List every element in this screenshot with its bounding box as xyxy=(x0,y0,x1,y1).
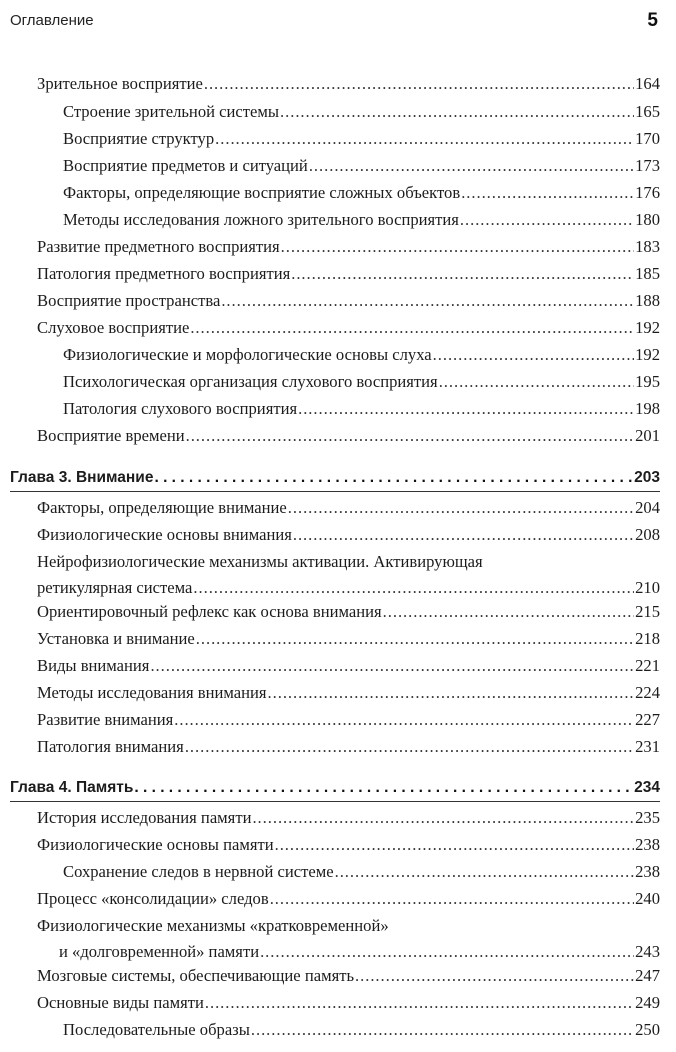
toc-entry[interactable] xyxy=(63,99,660,125)
toc-entry-page: 238 xyxy=(635,835,660,854)
toc-entry-page: 204 xyxy=(635,498,660,517)
toc-entry[interactable] xyxy=(37,963,660,989)
dot-leader xyxy=(205,990,634,1016)
toc-entry-page: 221 xyxy=(635,656,660,675)
toc-entry-page: 180 xyxy=(635,210,660,229)
toc-entry[interactable] xyxy=(63,859,660,885)
toc-entry[interactable] xyxy=(37,913,660,965)
toc-entry[interactable] xyxy=(37,495,660,521)
chapter-divider xyxy=(10,801,660,802)
dot-leader xyxy=(251,1017,634,1043)
toc-entry[interactable] xyxy=(63,1017,660,1043)
dot-leader xyxy=(215,126,634,152)
toc-entry-page: 243 xyxy=(635,942,660,961)
dot-leader xyxy=(433,342,634,368)
toc-entry-page: 195 xyxy=(635,372,660,391)
toc-entry[interactable] xyxy=(37,599,660,625)
toc-entry-page: 165 xyxy=(635,102,660,121)
toc-entry-page: 188 xyxy=(635,291,660,310)
toc-entry-title: Восприятие пространства xyxy=(37,291,221,310)
dot-leader xyxy=(174,707,634,733)
dot-leader xyxy=(335,859,635,885)
dot-leader xyxy=(193,575,634,601)
toc-entry-title: Физиологические основы внимания xyxy=(37,525,292,544)
toc-entry-page: 250 xyxy=(635,1020,660,1039)
dot-leader xyxy=(190,315,634,341)
toc-entry-page: 201 xyxy=(635,426,660,445)
toc-entry-title: Патология внимания xyxy=(37,737,184,756)
toc-entry-title: Строение зрительной системы xyxy=(63,102,280,121)
toc-entry-title: Физиологические и морфологические основы слуха xyxy=(63,345,432,364)
page-number: 5 xyxy=(647,10,658,31)
toc-entry-title: Сохранение следов в нервной системе xyxy=(63,862,334,881)
dot-leader xyxy=(288,495,634,521)
chapter-heading-4[interactable] xyxy=(10,775,660,801)
toc-entry[interactable] xyxy=(37,626,660,652)
toc-entry[interactable] xyxy=(37,315,660,341)
dot-leader xyxy=(298,396,634,422)
toc-entry[interactable] xyxy=(63,153,660,179)
toc-entry-title: Слуховое восприятие xyxy=(37,318,190,337)
dot-leader xyxy=(134,775,633,801)
dot-leader xyxy=(281,234,634,260)
toc-entry-page: 247 xyxy=(635,966,660,985)
toc-entry-title: Методы исследования ложного зрительного восприятия xyxy=(63,210,459,229)
dot-leader xyxy=(185,734,634,760)
chapter-title: Глава 3. Внимание xyxy=(10,469,154,486)
toc-entry-page: 170 xyxy=(635,129,660,148)
toc-entry-page: 235 xyxy=(635,808,660,827)
dot-leader xyxy=(270,886,634,912)
page-header xyxy=(10,10,658,34)
toc-entry-title: Развитие внимания xyxy=(37,710,174,729)
toc-entry-page: 173 xyxy=(635,156,660,175)
chapter-divider xyxy=(10,491,660,492)
toc-entry-page: 224 xyxy=(635,683,660,702)
dot-leader xyxy=(268,680,635,706)
toc-entry[interactable] xyxy=(63,180,660,206)
toc-entry[interactable] xyxy=(37,71,660,97)
toc-entry-title-line1: Физиологические механизмы «кратковременной» xyxy=(37,916,389,935)
toc-entry-title: Восприятие структур xyxy=(63,129,215,148)
dot-leader xyxy=(221,288,634,314)
dot-leader xyxy=(280,99,634,125)
dot-leader xyxy=(150,653,634,679)
toc-entry-page: 208 xyxy=(635,525,660,544)
toc-entry[interactable] xyxy=(37,805,660,831)
dot-leader xyxy=(275,832,635,858)
toc-entry[interactable] xyxy=(37,886,660,912)
dot-leader xyxy=(293,522,634,548)
toc-entry-title: Последовательные образы xyxy=(63,1020,250,1039)
toc-entry[interactable] xyxy=(37,423,660,449)
toc-entry-title: Физиологические основы памяти xyxy=(37,835,274,854)
dot-leader xyxy=(291,261,634,287)
toc-entry-title: Факторы, определяющие внимание xyxy=(37,498,287,517)
toc-entry[interactable] xyxy=(63,207,660,233)
chapter-page: 234 xyxy=(634,779,660,796)
toc-entry-page: 185 xyxy=(635,264,660,283)
toc-entry-title: История исследования памяти xyxy=(37,808,252,827)
dot-leader xyxy=(461,180,634,206)
toc-entry[interactable] xyxy=(63,126,660,152)
toc-entry-title-line2: и «долговременной» памяти xyxy=(59,942,260,961)
toc-entry-page: 240 xyxy=(635,889,660,908)
chapter-page: 203 xyxy=(634,469,660,486)
toc-entry-page: 238 xyxy=(635,862,660,881)
toc-entry-page: 210 xyxy=(635,578,660,597)
toc-entry-page: 249 xyxy=(635,993,660,1012)
chapter-title: Глава 4. Память xyxy=(10,779,134,796)
dot-leader xyxy=(154,465,633,491)
toc-entry-title-line2: ретикулярная система xyxy=(37,578,193,597)
toc-entry-page: 176 xyxy=(635,183,660,202)
toc-entry-title: Восприятие предметов и ситуаций xyxy=(63,156,308,175)
toc-entry-title: Патология предметного восприятия xyxy=(37,264,291,283)
chapter-heading-3[interactable] xyxy=(10,465,660,491)
dot-leader xyxy=(439,369,634,395)
dot-leader xyxy=(309,153,634,179)
toc-entry-page: 164 xyxy=(635,74,660,93)
toc-entry-page: 198 xyxy=(635,399,660,418)
toc-entry[interactable] xyxy=(37,288,660,314)
dot-leader xyxy=(186,423,635,449)
toc-entry-page: 215 xyxy=(635,602,660,621)
toc-entry-title: Психологическая организация слухового восприятия xyxy=(63,372,438,391)
toc-entry[interactable] xyxy=(63,342,660,368)
toc-entry-title: Установка и внимание xyxy=(37,629,195,648)
toc-entry[interactable] xyxy=(37,234,660,260)
toc-entry[interactable] xyxy=(37,680,660,706)
dot-leader xyxy=(383,599,634,625)
toc-entry-page: 227 xyxy=(635,710,660,729)
toc-entry-page: 231 xyxy=(635,737,660,756)
toc-entry[interactable] xyxy=(63,369,660,395)
toc-entry-title: Восприятие времени xyxy=(37,426,185,445)
toc-entry-title: Основные виды памяти xyxy=(37,993,204,1012)
toc-entry-title: Факторы, определяющие восприятие сложных объектов xyxy=(63,183,461,202)
toc-entry[interactable] xyxy=(37,522,660,548)
toc-entry-page: 218 xyxy=(635,629,660,648)
toc-entry[interactable] xyxy=(37,990,660,1016)
toc-entry[interactable] xyxy=(63,396,660,422)
running-title: Оглавление xyxy=(10,12,94,29)
toc-entry-title: Патология слухового восприятия xyxy=(63,399,298,418)
dot-leader xyxy=(252,805,634,831)
toc-entry[interactable] xyxy=(37,549,660,601)
toc-entry-title: Ориентировочный рефлекс как основа внимания xyxy=(37,602,382,621)
toc-entry-title: Виды внимания xyxy=(37,656,150,675)
toc-entry[interactable] xyxy=(37,707,660,733)
toc-entry-title-line1: Нейрофизиологические механизмы активации. Активирующая xyxy=(37,552,483,571)
dot-leader xyxy=(196,626,634,652)
toc-entry-title: Развитие предметного восприятия xyxy=(37,237,280,256)
toc-entry-page: 183 xyxy=(635,237,660,256)
toc-entry-title: Методы исследования внимания xyxy=(37,683,267,702)
toc-entry-page: 192 xyxy=(635,318,660,337)
toc-entry-title: Мозговые системы, обеспечивающие память xyxy=(37,966,355,985)
toc-entry-title: Зрительное восприятие xyxy=(37,74,203,93)
dot-leader xyxy=(204,71,634,97)
dot-leader xyxy=(355,963,634,989)
toc-entry[interactable] xyxy=(37,653,660,679)
toc-entry[interactable] xyxy=(37,832,660,858)
dot-leader xyxy=(260,939,634,965)
toc-entry-page: 192 xyxy=(635,345,660,364)
toc-entry[interactable] xyxy=(37,734,660,760)
toc-entry-title: Процесс «консолидации» следов xyxy=(37,889,269,908)
dot-leader xyxy=(460,207,634,233)
toc-entry[interactable] xyxy=(37,261,660,287)
